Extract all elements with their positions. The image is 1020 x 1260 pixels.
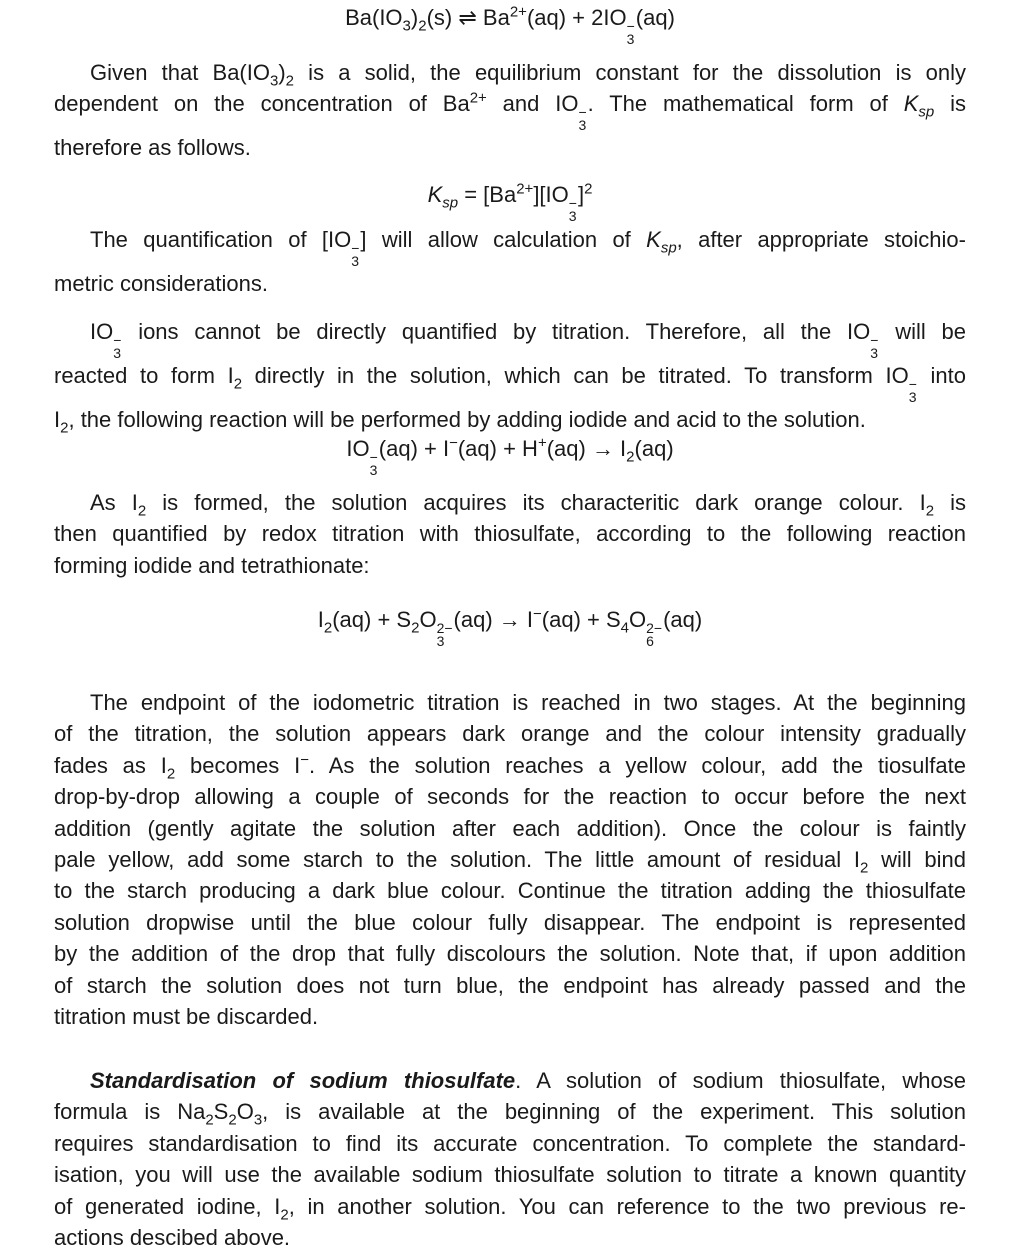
equation-iodate-reaction: IO − 3 $(aq) + I^-(aq) + H^+(aq) \to I_2(aq)$: [346, 434, 674, 478]
paragraph-iodate-conversion: IO − 3 ions cannot be directly quantified by titration. Therefore, all the IO − 3 will be reacted to form $I_2$ directly in the solution, which can be titrated. To transform IO − 3 into $I_2$, the following reaction will be performed by adding iodide and acid to the solution.: [54, 319, 966, 437]
equation-dissolution: $Ba(IO_3)_2(s)$ ⇌ $Ba^{2+}(aq) + 2IO$ − 3 (aq): [345, 3, 675, 47]
paragraph-redox-titration: As $I_2$ is formed, the solution acquires its characteritic dark orange colour. $I_2$ is then quantified by redox titration with thiosulfate, according to the following reaction forming iodide and tetrathionate:: [54, 490, 967, 578]
paragraph-endpoint: The endpoint of the iodometric titration is reached in two stages. At the beginning of the titration, the solution appears dark orange and the colour intensity gradually fades as $I_2$ becomes I−. As the solution reaches a yellow colour, add the tiosulfate drop-by-drop allowing a couple of seconds for the reaction to occur before the next addition (gently agitate the solution after each addition). Once the colour is faintly pale yellow, add some starch to the solution. The little amount of residual $I_2$ will bind to the starch producing a dark blue colour. Continue the titration adding the thiosulfate solution dropwise until the blue colour fully disappear. The endpoint is represented by the addition of the drop that fully discolours the solution. Note that, if upon addition of starch the solution does not turn blue, the endpoint has already passed and the titration must be discarded.: [54, 690, 967, 1030]
equation-ksp: $K_{sp} = [Ba^{2+}][IO$ − 3 ]$^2$: [427, 180, 593, 224]
paragraph-quantification: The quantification of [IO − 3 ] will allow calculation of $K_{sp}$, after appropriate stoichio- metric considerations.: [54, 227, 966, 296]
section-heading: Standardisation of sodium thiosulfate: [90, 1068, 516, 1093]
equation-thiosulfate-reaction: $I_2(aq) + S_2O$ 2− 3 $(aq) \to I^-(aq) + S_4O$ 2− 6 (aq): [317, 605, 703, 649]
paragraph-ksp-intro: Given that $Ba(IO_3)_2$ is a solid, the equilibrium constant for the dissolution is only dependent on the concentration of $Ba^{2+}$ and IO − 3 . The mathematical form of $K_{sp}$ is therefore as follows.: [54, 60, 967, 161]
paragraph-standardisation: Standardisation of sodium thiosulfate. A solution of sodium thiosulfate, whose formula is $Na_2S_2O_3$, is available at the beginning of the experiment. This solution requires standardisation to find its accurate concentration. To complete the standard- isation, you will use the available sodium thiosulfate solution to titrate a known quantity of generated iodine, $I_2$, in another solution. You can reference to the two previous re- actions descibed above.: [54, 1068, 966, 1251]
